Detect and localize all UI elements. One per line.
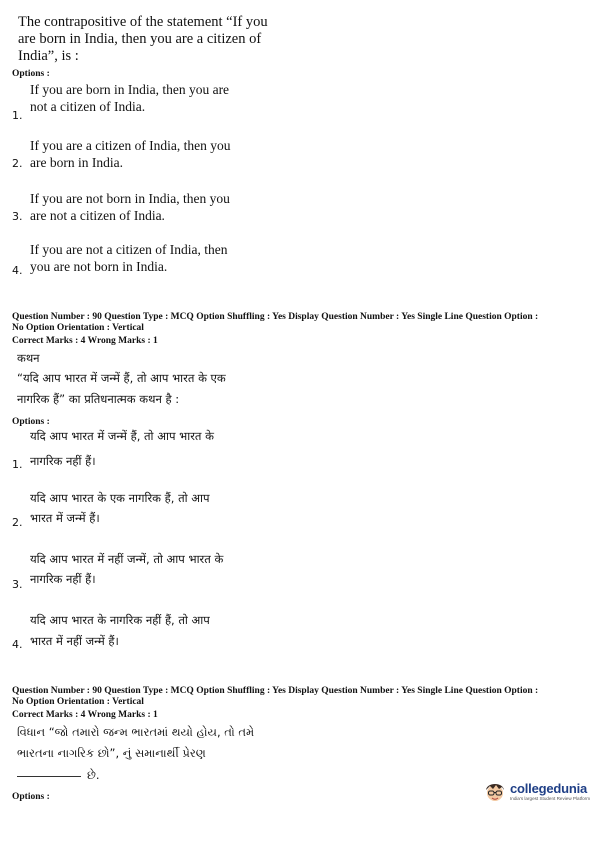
option-text-line: नागरिक नहीं हैं। [30,454,96,468]
question-text-line: “यदि आप भारत में जन्में हैं, तो आप भारत के एक [17,371,226,385]
options-label: Options : [12,69,50,79]
marks-line: Correct Marks : 4 Wrong Marks : 1 [12,710,158,720]
question-text-line: are born in India, then you are a citizen of [18,31,262,47]
option-text-line: you are not born in India. [30,259,168,274]
question-text-line: नागरिक हैं” का प्रतिधनात्मक कथन है : [17,392,180,406]
options-label: Options : [12,417,50,427]
option-text-line: नागरिक नहीं हैं। [30,572,96,586]
question-text-line: ભારતના નાગરિક છો”, નું સમાનાર્થી પ્રેરણ [17,746,206,760]
option-text-line: भारत में नहीं जन्में हैं। [30,634,119,648]
question-meta-line: No Option Orientation : Vertical [12,323,144,333]
option-text-line: are not a citizen of India. [30,208,165,223]
answer-blank [17,776,81,777]
option-text-line: यदि आप भारत में नहीं जन्में, तो आप भारत के [30,552,224,566]
collegedunia-logo[interactable] [482,779,591,805]
option-number: 1. [12,109,23,122]
question-text-line: कथन [17,351,40,365]
option-text-line: not a citizen of India. [30,99,146,114]
question-text-line: છે. [17,766,100,785]
option-number: 3. [12,210,23,223]
option-text-line: If you are born in India, then you are [30,82,230,97]
question-meta-line: Question Number : 90 Question Type : MCQ Option Shuffling : Yes Display Question Number : Yes Single Line Question Option : [12,686,539,696]
option-number: 2. [12,157,23,170]
option-number: 2. [12,516,23,529]
option-number: 3. [12,578,23,591]
logo-wordmark: collegedunia [510,781,588,796]
marks-line: Correct Marks : 4 Wrong Marks : 1 [12,336,158,346]
option-text-line: If you are not born in India, then you [30,191,230,206]
option-text-line: भारत में जन्में हैं। [30,511,100,525]
question-meta-line: No Option Orientation : Vertical [12,697,144,707]
question-text-line: India”, is : [18,48,79,64]
option-number: 4. [12,638,23,651]
question-text-line: વિધાન “જો તમારો જન્મ ભારતમાં થયો હોય, તો તમે [17,725,255,739]
options-label: Options : [12,792,50,802]
option-text-line: If you are a citizen of India, then you [30,138,231,153]
option-number: 4. [12,264,23,277]
option-text-line: यदि आप भारत के एक नागरिक हैं, तो आप [30,491,210,505]
option-text-line: are born in India. [30,155,123,170]
logo-tagline: India's largest Student Review Platform [510,796,591,801]
question-text-line: The contrapositive of the statement “If you [18,14,268,30]
student-avatar-icon [482,779,508,805]
option-text-line: If you are not a citizen of India, then [30,242,228,257]
question-meta-line: Question Number : 90 Question Type : MCQ Option Shuffling : Yes Display Question Number : Yes Single Line Question Option : [12,312,539,322]
option-text-line: यदि आप भारत में जन्में हैं, तो आप भारत के [30,429,214,443]
option-number: 1. [12,458,23,471]
option-text-line: यदि आप भारत के नागरिक नहीं हैं, तो आप [30,613,210,627]
